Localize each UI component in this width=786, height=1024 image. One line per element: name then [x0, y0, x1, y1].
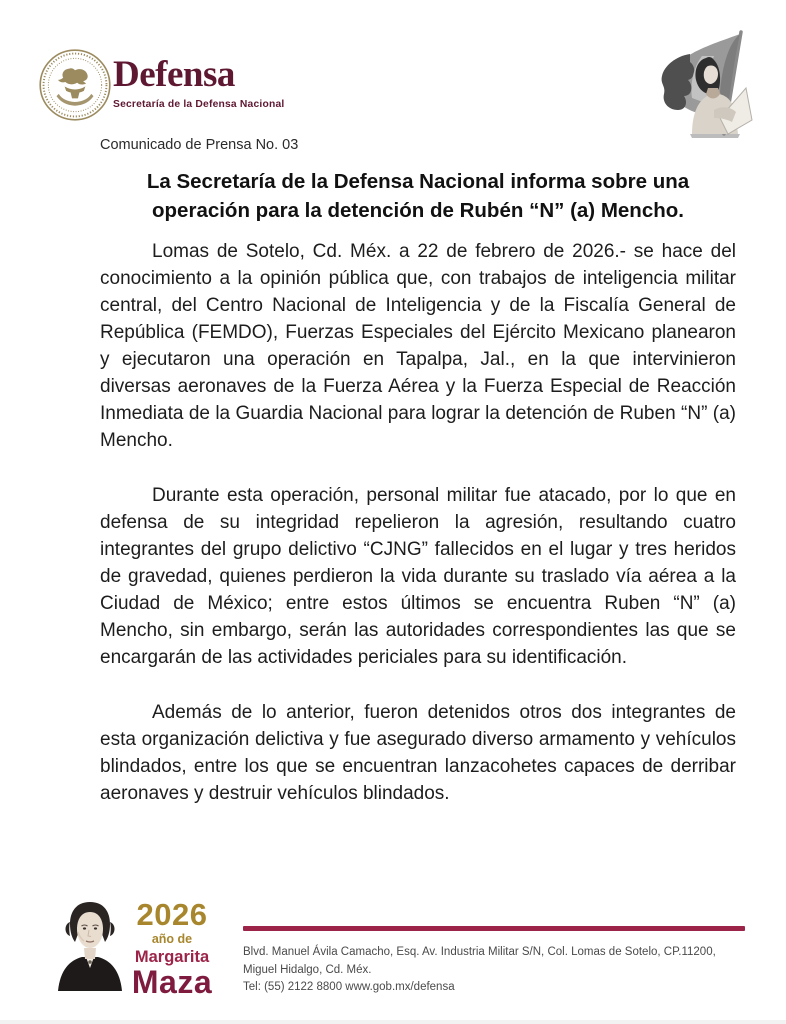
page-title [100, 167, 736, 225]
footer-contact-block [243, 926, 745, 997]
defensa-logo [113, 53, 333, 110]
paragraph-operation: Durante esta operación, personal militar fue atacado, por lo que en defensa de su integridad repelieron la agresión, resultando cuatro integrantes del grupo delictivo “CJNG” fallecidos en el lugar y tres heridos de gravedad, quienes perdieron la vida durante su traslado vía aérea a la Ciudad de México; entre estos últimos se encuentra Ruben “N” (a) Mencho, sin embargo, serán las autoridades correspondientes las que se encargarán de las actividades periciales para su identificación. [100, 485, 736, 668]
margarita-maza-portrait [50, 896, 130, 991]
title-line-2: operación para la detención de Rubén “N” (a) Mencho. [152, 199, 684, 222]
honoree-first-name: Margarita [134, 947, 210, 966]
year-number: 2026 [136, 897, 208, 932]
honoree-last-name: Maza [131, 964, 213, 1000]
title-line-1: La Secretaría de la Defensa Nacional informa sobre una [146, 170, 690, 193]
defensa-subtitle: Secretaría de la Defensa Nacional [113, 99, 285, 110]
footer-phone-web-line: Tel: (55) 2122 8800 www.gob.mx/defensa [243, 981, 455, 993]
footer-divider-rule [243, 926, 745, 931]
commemorative-year-block [126, 899, 218, 998]
press-release-text [100, 238, 736, 807]
flag-bearer-illustration [628, 22, 768, 140]
document-body [100, 136, 736, 807]
footer-address-line: Blvd. Manuel Ávila Camacho, Esq. Av. Industria Militar S/N, Col. Lomas de Sotelo, CP.11200, Miguel Hidalgo, Cd. Méx. [243, 946, 716, 976]
paragraph-seizure: Además de lo anterior, fueron detenidos otros dos integrantes de esta organización delictiva y fue asegurado diverso armamento y vehículos blindados, entre los que se encuentran lanzacohetes capaces de derribar aeronaves y destruir vehículos blindados. [100, 702, 736, 804]
national-seal-icon [38, 48, 112, 122]
paragraph-dateline: Lomas de Sotelo, Cd. Méx. a 22 de febrero de 2026.- se hace del conocimiento a la opinión pública que, con trabajos de inteligencia militar central, del Centro Nacional de Inteligencia y de la Fiscalía General de República (FEMDO), Fuerzas Especiales del Ejército Mexicano planearon y ejecutaron una operación en Tapalpa, Jal., en la que intervinieron diversas aeronaves de la Fuerza Aérea y la Fuerza Especial de Reacción Inmediata de la Guardia Nacional para lograr la detención de Ruben “N” (a) Mencho. [100, 241, 736, 451]
release-number-label: Comunicado de Prensa No. 03 [100, 137, 299, 153]
defensa-wordmark: Defensa [113, 54, 235, 95]
page-bottom-edge [0, 1020, 786, 1024]
year-caption: año de [151, 932, 193, 946]
